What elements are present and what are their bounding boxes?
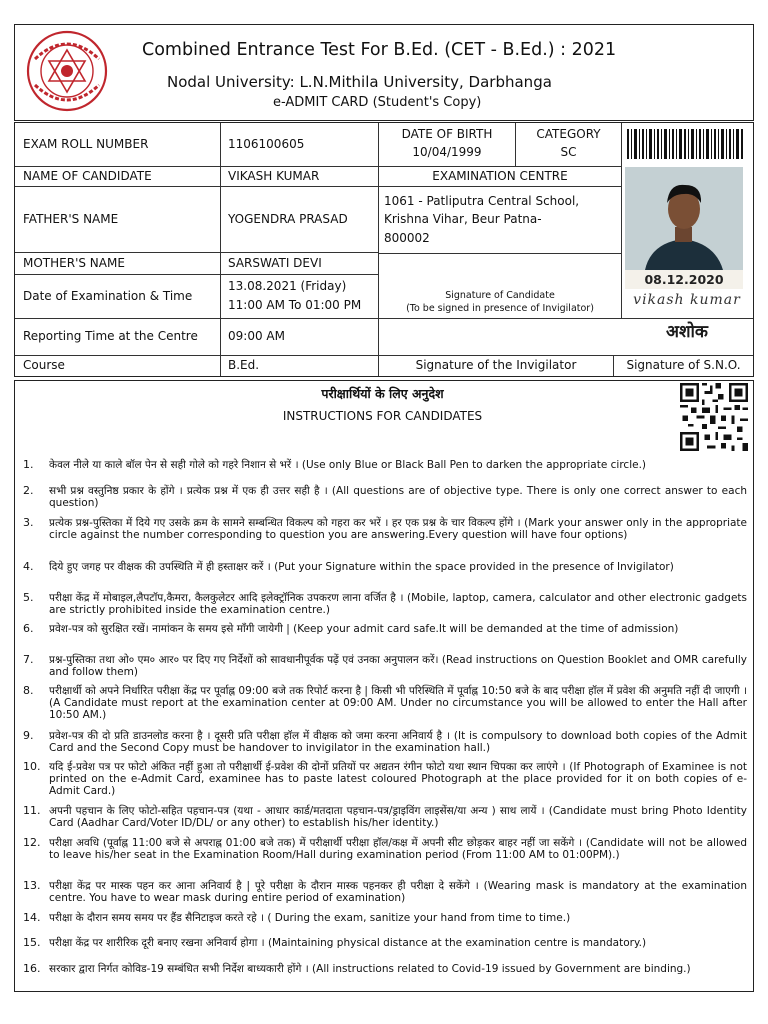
- instruction-item: 3. प्रत्येक प्रश्न-पुस्तिका में दिये गए उसके क्रम के सामने सम्बन्धित विकल्प को गहरा कर भरें । हर एक प्रश्न के चार विकल्प होंगे । (Mark your answer only in the appropriate circle against the number corresponding to question you are answering.Every question will have four options): [23, 516, 747, 542]
- exam-date-value: 13.08.2021 (Friday): [228, 279, 347, 293]
- dob-value: 10/04/1999: [412, 145, 482, 159]
- photo-date: 08.12.2020: [625, 270, 743, 289]
- centre-address-line2: Krishna Vihar, Beur Patna-: [384, 212, 542, 226]
- barcode-icon: [627, 129, 745, 159]
- candidate-signature-label: Signature of Candidate: [445, 290, 555, 301]
- card-type: e-ADMIT CARD (Student's Copy): [273, 95, 482, 110]
- nodal-university: Nodal University: L.N.Mithila University, Darbhanga: [167, 73, 552, 91]
- instruction-item: 13. परीक्षा केंद्र पर मास्क पहन कर आना अनिवार्य है | पूरे परीक्षा के दौरान मास्क पहनकर ही परीक्षा दे सकेंगे । (Wearing mask is mandatory at the examination centre. You have to wear mask during entire period of examination): [23, 879, 747, 905]
- sno-signature: अशोक: [665, 322, 708, 342]
- instruction-item: 11. अपनी पहचान के लिए फोटो-सहित पहचान-पत्र (यथा - आधार कार्ड/मतदाता पहचान-पत्र/ड्राइविंग लाइसेंस/या अन्य ) साथ लायें । (Candidate must bring Photo Identity Card (Aadhar Card/Voter ID/DL/ or any other) to establish his/her identity.): [23, 804, 747, 830]
- instruction-item: 5. परीक्षा केंद्र में मोबाइल,लैपटॉप,कैमरा, कैलकुलेटर आदि इलेक्ट्रॉनिक उपकरण लाना वर्जित है । (Mobile, laptop, camera, calculator and other electronic gadgets are strictly prohibited inside the examination centre.): [23, 591, 747, 617]
- course-value: B.Ed.: [228, 358, 260, 372]
- roll-number-value: 1106100605: [228, 137, 305, 151]
- exam-title: Combined Entrance Test For B.Ed. (CET - B.Ed.) : 2021: [142, 40, 617, 60]
- qr-code-icon: [680, 383, 748, 451]
- category-label: CATEGORY: [536, 127, 601, 141]
- exam-date-label: Date of Examination & Time: [23, 289, 193, 303]
- invigilator-signature-label: Signature of the Invigilator: [415, 358, 577, 372]
- candidate-name-value: VIKASH KUMAR: [228, 169, 320, 183]
- instructions-heading: INSTRUCTIONS FOR CANDIDATES: [282, 409, 483, 423]
- exam-time-value: 11:00 AM To 01:00 PM: [228, 298, 362, 312]
- instruction-item: 4. दिये हुए जगह पर वीक्षक की उपस्थिति में ही हस्ताक्षर करें । (Put your Signature within the space provided in the presence of Invigilator): [23, 560, 674, 573]
- roll-number-label: EXAM ROLL NUMBER: [23, 137, 149, 151]
- candidate-name-label: NAME OF CANDIDATE: [23, 169, 152, 183]
- instructions-section: [14, 380, 754, 992]
- admit-card-header: [14, 24, 754, 121]
- instruction-item: 2. सभी प्रश्न वस्तुनिष्ठ प्रकार के होंगे । प्रत्येक प्रश्न में एक ही उत्तर सही है । (All questions are of objective type. There is only one correct answer to each question): [23, 484, 747, 510]
- candidate-signature: vikash kumar: [633, 292, 741, 308]
- centre-address-line3: 800002: [384, 231, 430, 245]
- university-logo: [25, 29, 109, 113]
- instruction-item: 10. यदि ई-प्रवेश पत्र पर फोटो अंकित नहीं हुआ तो परीक्षार्थी ई-प्रवेश की दोनों प्रतियों पर अद्यतन रंगीन फोटो यथा स्थान चिपका कर लाएंगे । (If Photograph of Examinee is not printed on the e-Admit Card, examinee has to paste latest coloured Photograph at the place provided for it on both copies of e-Admit Card.): [23, 760, 747, 798]
- instruction-item: 15. परीक्षा केंद्र पर शारीरिक दूरी बनाए रखना अनिवार्य होगा । (Maintaining physical distance at the examination centre is mandatory.): [23, 936, 647, 949]
- sno-signature-label: Signature of S.N.O.: [626, 358, 741, 372]
- instructions-heading-hindi: परीक्षार्थियों के लिए अनुदेश: [321, 386, 444, 401]
- centre-address-line1: 1061 - Patliputra Central School,: [384, 194, 580, 208]
- instruction-item: 6. प्रवेश-पत्र को सुरक्षित रखें। नामांकन के समय इसे माँगी जायेगी | (Keep your admit card safe.It will be demanded at the time of admission): [23, 622, 679, 635]
- instruction-item: 7. प्रश्न-पुस्तिका तथा ओ० एम० आर० पर दिए गए निर्देशों को सावधानीपूर्वक पढ़ें एवं उनका अनुपालन करें। (Read instructions on Question Booklet and OMR carefully and follow them): [23, 653, 747, 679]
- mother-name-value: SARSWATI DEVI: [228, 256, 322, 270]
- instruction-item: 14. परीक्षा के दौरान समय समय पर हैंड सैनिटाइज करते रहे । ( During the exam, sanitize your hand from time to time.): [23, 911, 571, 924]
- exam-centre-label: EXAMINATION CENTRE: [432, 169, 568, 183]
- instruction-item: 16. सरकार द्वारा निर्गत कोविड-19 सम्बंधित सभी निर्देश बाध्यकारी होंगे । (All instructions related to Covid-19 issued by Government are binding.): [23, 962, 691, 975]
- reporting-time-label: Reporting Time at the Centre: [23, 329, 198, 343]
- mother-name-label: MOTHER'S NAME: [23, 256, 125, 270]
- reporting-time-value: 09:00 AM: [228, 329, 285, 343]
- candidate-signature-note: (To be signed in presence of Invigilator): [406, 303, 594, 314]
- father-name-label: FATHER'S NAME: [23, 212, 119, 226]
- instruction-item: 9. प्रवेश-पत्र की दो प्रति डाउनलोड करना है । दूसरी प्रति परीक्षा हॉल में वीक्षक को जमा करना अनिवार्य है । (It is compulsory to download both copies of the Admit Card and the Second Copy must be handover to invigilator in the examination hall.): [23, 729, 747, 755]
- instruction-item: 8. परीक्षार्थी को अपने निर्धारित परीक्षा केंद्र पर पूर्वाह्न 09:00 बजे तक रिपोर्ट करना है | किसी भी परिस्थिति में पूर्वाह्न 10:50 बजे के बाद परीक्षा हॉल में प्रवेश की अनुमति नहीं दी जाएगी । (A Candidate must report at the examination center at 09:00 AM. Under no circumstance you will be allowed to enter the Hall after 10:50 AM.): [23, 684, 747, 722]
- father-name-value: YOGENDRA PRASAD: [228, 212, 348, 226]
- instruction-item: 12. परीक्षा अवधि (पूर्वाह्न 11:00 बजे से अपराह्न 01:00 बजे तक) में परीक्षार्थी परीक्षा हॉल/कक्ष में अपनी सीट छोड़कर बाहर नहीं जा सकेंगे । (Candidate will not be allowed to leave his/her seat in the Examination Room/Hall during examination period (From 11:00 AM to 01:00PM).): [23, 836, 747, 862]
- course-label: Course: [23, 358, 65, 372]
- instruction-item: 1. केवल नीले या काले बॉल पेन से सही गोले को गहरे निशान से भरें । (Use only Blue or Black Ball Pen to darken the appropriate circle.): [23, 458, 647, 471]
- dob-label: DATE OF BIRTH: [401, 127, 493, 141]
- category-value: SC: [560, 145, 577, 159]
- candidate-info-table: [14, 122, 754, 377]
- candidate-photo: [625, 167, 743, 289]
